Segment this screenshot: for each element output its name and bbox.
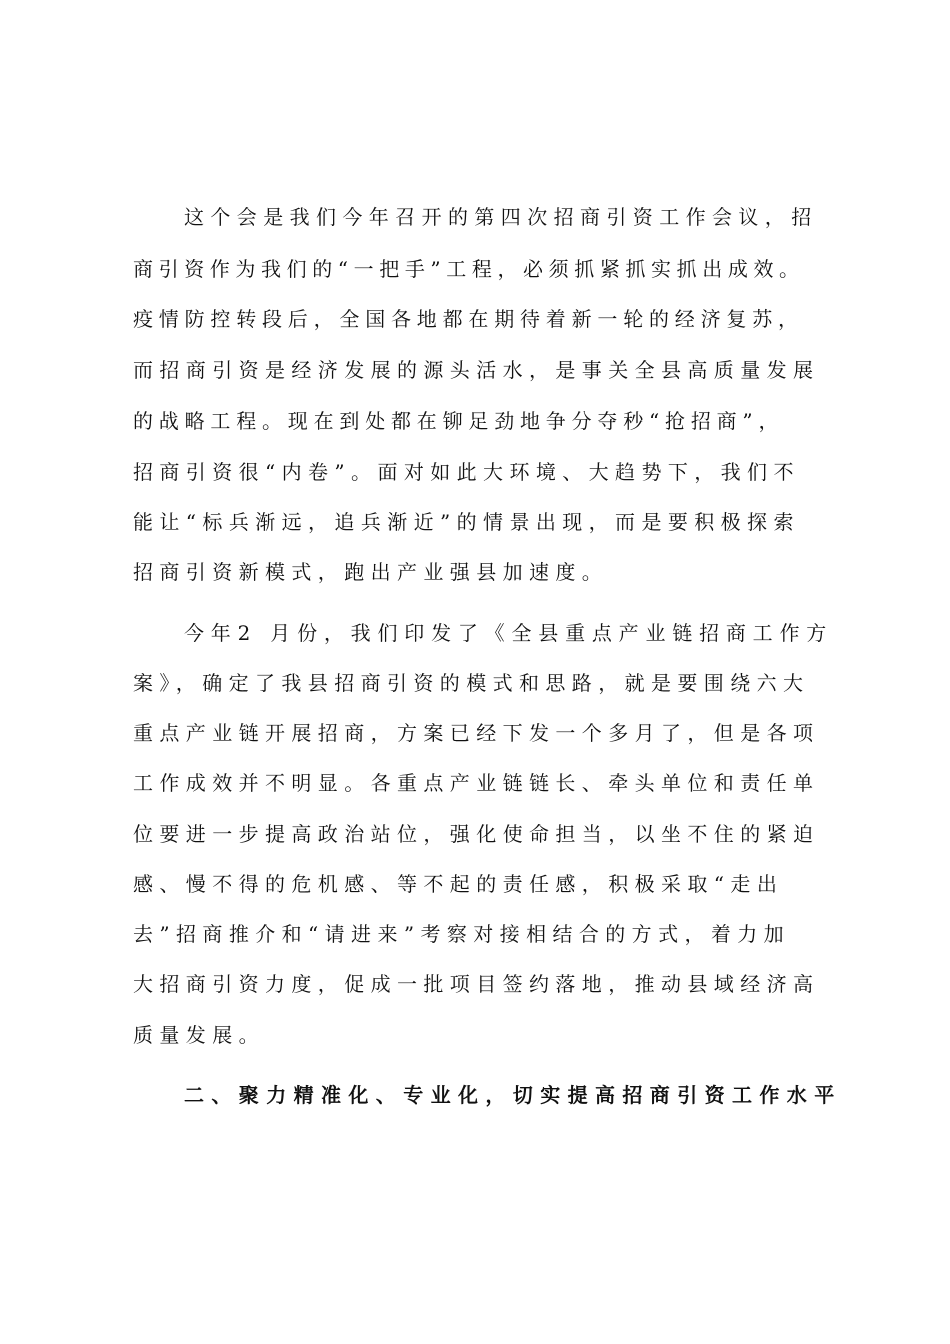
paragraph-2-line-7: 去”招商推介和“请进来”考察对接相结合的方式，着力加 [133,922,791,946]
paragraph-2-line-4: 工作成效并不明显。各重点产业链链长、牵头单位和责任单 [133,771,820,795]
paragraph-1-line-3: 疫情防控转段后，全国各地都在期待着新一轮的经济复苏， [133,307,804,331]
paragraph-2-line-5: 位要进一步提高政治站位，强化使命担当，以坐不住的紧迫 [133,822,820,846]
paragraph-2-line-9: 质量发展。 [133,1023,265,1047]
paragraph-1-line-4: 而招商引资是经济发展的源头活水，是事关全县高质量发展 [133,358,820,382]
paragraph-1-line-8: 招商引资新模式，跑出产业强县加速度。 [133,560,609,584]
paragraph-2-line-1: 今年2 月份，我们印发了《全县重点产业链招商工作方 [184,621,834,645]
section-heading: 二、聚力精准化、专业化，切实提高招商引资工作水平 [184,1083,842,1107]
paragraph-2-line-3: 重点产业链开展招商，方案已经下发一个多月了，但是各项 [133,721,820,745]
paragraph-1-line-6: 招商引资很“内卷”。面对如此大环境、大趋势下，我们不 [133,460,800,484]
paragraph-1-line-7: 能让“标兵渐远，追兵渐近”的情景出现，而是要积极探索 [133,510,800,534]
paragraph-2-line-6: 感、慢不得的危机感、等不起的责任感，积极采取“走出 [133,872,784,896]
paragraph-2-line-2: 案》，确定了我县招商引资的模式和思路，就是要围绕六大 [133,671,810,695]
paragraph-1-line-2: 商引资作为我们的“一把手”工程，必须抓紧抓实抓出成效。 [133,257,805,281]
paragraph-1-line-5: 的战略工程。现在到处都在铆足劲地争分夺秒“抢招商”， [133,409,785,433]
paragraph-1-line-1: 这个会是我们今年召开的第四次招商引资工作会议，招 [184,205,818,229]
paragraph-2-line-8: 大招商引资力度，促成一批项目签约落地，推动县域经济高 [133,972,820,996]
